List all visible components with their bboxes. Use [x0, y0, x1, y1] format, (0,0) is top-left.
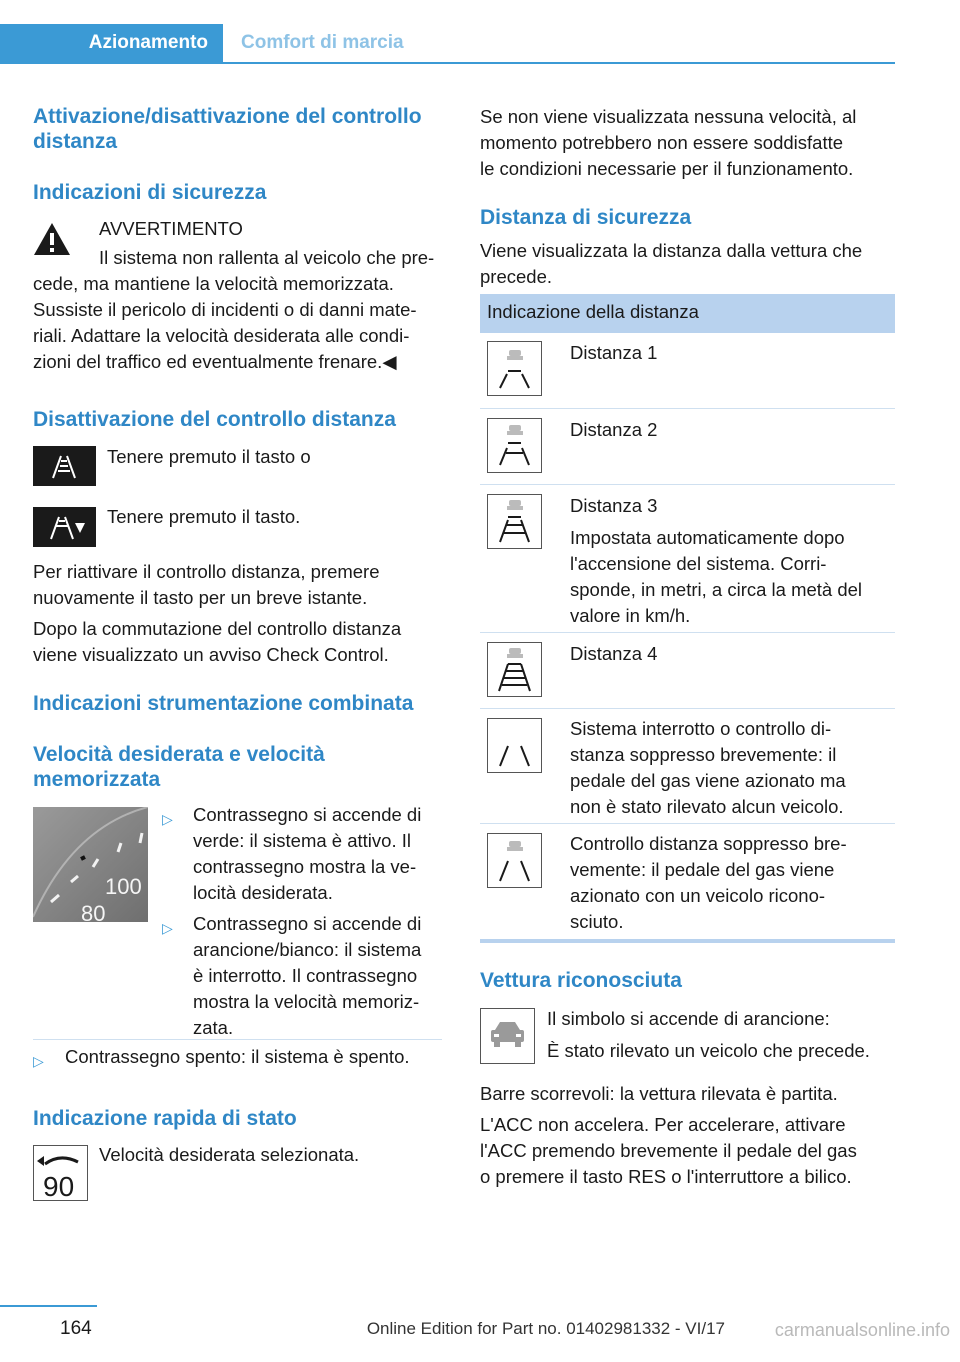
heading-deactivation: Disattivazione del controllo distanza [33, 408, 396, 431]
distance-4-icon [487, 642, 542, 697]
heading-cluster: Indicazioni strumentazione combinata [33, 692, 414, 715]
intro-text-1: Se non viene visualizzata nessuna velocità, al [480, 106, 857, 127]
distance-3-desc-3: sponde, in metri, a circa la metà del [570, 579, 863, 600]
system-interrupted-icon [487, 718, 542, 773]
heading-activation-text: Attivazione/disattivazione del controllo distanza [33, 105, 422, 153]
bullet-triangle-icon: ▷ [162, 920, 173, 936]
intro-text-3: le condizioni necessarie per il funzionamento. [480, 158, 854, 179]
bullet3-text: Contrassegno spento: il sistema è spento. [65, 1046, 410, 1067]
warning-text-3: Sussiste il pericolo di incidenti o di danni mate- [33, 299, 417, 320]
bullet2-line-4: mostra la velocità memoriz- [193, 991, 420, 1012]
press-hold-text: Tenere premuto il tasto. [107, 506, 301, 527]
row6-line-4: sciuto. [570, 911, 624, 932]
warning-icon [33, 221, 71, 257]
row5-line-2: stanza soppresso brevemente: il [570, 744, 837, 765]
suppressed-vehicle-icon [487, 833, 542, 888]
recognized-vehicle-icon [480, 1008, 535, 1064]
watermark: carmanualsonline.info [774, 1320, 950, 1340]
recognized-text-1: Il simbolo si accende di arancione: [547, 1008, 830, 1029]
row6-line-2: vemente: il pedale del gas viene [570, 859, 835, 880]
row5-line-1: Sistema interrotto o controllo di- [570, 718, 832, 739]
heading-recognized-vehicle: Vettura riconosciuta [480, 969, 682, 992]
distance-2-icon [487, 418, 542, 473]
heading-safety-distance: Distanza di sicurezza [480, 206, 692, 229]
warning-text-1: Il sistema non rallenta al veicolo che pre- [99, 247, 435, 268]
distance-button-icon [33, 446, 96, 486]
bullet2-line-3: è interrotto. Il contrassegno [193, 965, 418, 986]
row5-line-3: pedale del gas viene azionato ma [570, 770, 846, 791]
warning-text-4: riali. Adattare la velocità desiderata alle condi- [33, 325, 410, 346]
distance-3-desc-1: Impostata automaticamente dopo [570, 527, 845, 548]
row6-line-1: Controllo distanza soppresso bre- [570, 833, 847, 854]
heading-speed-1: Velocità desiderata e velocità [33, 743, 325, 766]
heading-quick-status: Indicazione rapida di stato [33, 1107, 297, 1130]
bullet2-line-2: arancione/bianco: il sistema [193, 939, 422, 960]
footer-rule [0, 1305, 97, 1307]
table-bottom-bar [480, 939, 895, 943]
press-hold-or-text: Tenere premuto il tasto o [107, 446, 311, 467]
warning-label: AVVERTIMENTO [99, 218, 243, 239]
distance-3-icon [487, 494, 542, 549]
bullet1-line-3: contrassegno mostra la ve- [193, 856, 417, 877]
acc-text-1: L'ACC non accelera. Per accelerare, attivare [480, 1114, 846, 1135]
quick-status-speed-icon [33, 1145, 88, 1201]
row6-line-3: azionato con un veicolo ricono- [570, 885, 826, 906]
recognized-text-2: È stato rilevato un veicolo che precede. [547, 1040, 870, 1061]
reactivate-text-1: Per riattivare il controllo distanza, premere [33, 561, 380, 582]
distance-3-desc-4: valore in km/h. [570, 605, 691, 626]
distance-4-label: Distanza 4 [570, 643, 658, 664]
row-separator [480, 408, 895, 409]
reactivate-text-2: nuovamente il tasto per un breve istante. [33, 587, 368, 608]
row-separator [480, 632, 895, 633]
bullet1-line-2: verde: il sistema è attivo. Il [193, 830, 411, 851]
row-separator [480, 823, 895, 824]
distance-1-label: Distanza 1 [570, 342, 658, 363]
row-separator [480, 484, 895, 485]
distance-table-header [480, 294, 895, 333]
quick-status-number: 90 [43, 1171, 75, 1201]
after-switch-text-1: Dopo la commutazione del controllo distanza [33, 618, 402, 639]
gauge-label-80: 80 [81, 901, 106, 922]
distance-3-label: Distanza 3 [570, 495, 658, 516]
bullet2-line-1: Contrassegno si accende di [193, 913, 422, 934]
bars-text: Barre scorrevoli: la vettura rilevata è partita. [480, 1083, 838, 1104]
divider [33, 1039, 442, 1040]
page-number: 164 [60, 1318, 92, 1339]
bullet1-line-4: locità desiderata. [193, 882, 333, 903]
gauge-label-100: 100 [105, 874, 142, 899]
row5-line-4: non è stato rilevato alcun veicolo. [570, 796, 844, 817]
row-separator [480, 708, 895, 709]
heading-safety: Indicazioni di sicurezza [33, 181, 267, 204]
heading-activation [33, 104, 453, 154]
distance-1-icon [487, 341, 542, 396]
bullet-triangle-icon: ▷ [33, 1053, 44, 1069]
distance-text-2: precede. [480, 266, 552, 287]
acc-text-3: o premere il tasto RES o l'interruttore a bilico. [480, 1166, 852, 1187]
distance-text-1: Viene visualizzata la distanza dalla vettura che [480, 240, 863, 261]
bullet-triangle-icon: ▷ [162, 811, 173, 827]
edition-text: Online Edition for Part no. 01402981332 - VI/17 [366, 1319, 725, 1338]
tab-comfort-di-marcia[interactable]: Comfort di marcia [241, 32, 404, 53]
acc-text-2: l'ACC premendo brevemente il pedale del gas [480, 1140, 857, 1161]
distance-3-desc-2: l'accensione del sistema. Corri- [570, 553, 827, 574]
intro-text-2: momento potrebbero non essere soddisfatte [480, 132, 844, 153]
distance-table-header-label: Indicazione della distanza [487, 301, 699, 322]
quick-status-text: Velocità desiderata selezionata. [99, 1144, 360, 1165]
distance-down-button-icon [33, 507, 96, 547]
warning-text-5: zioni del traffico ed eventualmente frenare.◀ [33, 351, 397, 372]
bullet1-line-1: Contrassegno si accende di [193, 804, 422, 825]
heading-speed-2: memorizzata [33, 768, 161, 791]
tab-azionamento[interactable]: Azionamento [0, 24, 223, 62]
speedometer-image [33, 807, 148, 922]
distance-2-label: Distanza 2 [570, 419, 658, 440]
after-switch-text-2: viene visualizzato un avviso Check Control. [33, 644, 389, 665]
bullet2-line-5: zata. [193, 1017, 234, 1038]
warning-text-2: cede, ma mantiene la velocità memorizzata. [33, 273, 394, 294]
